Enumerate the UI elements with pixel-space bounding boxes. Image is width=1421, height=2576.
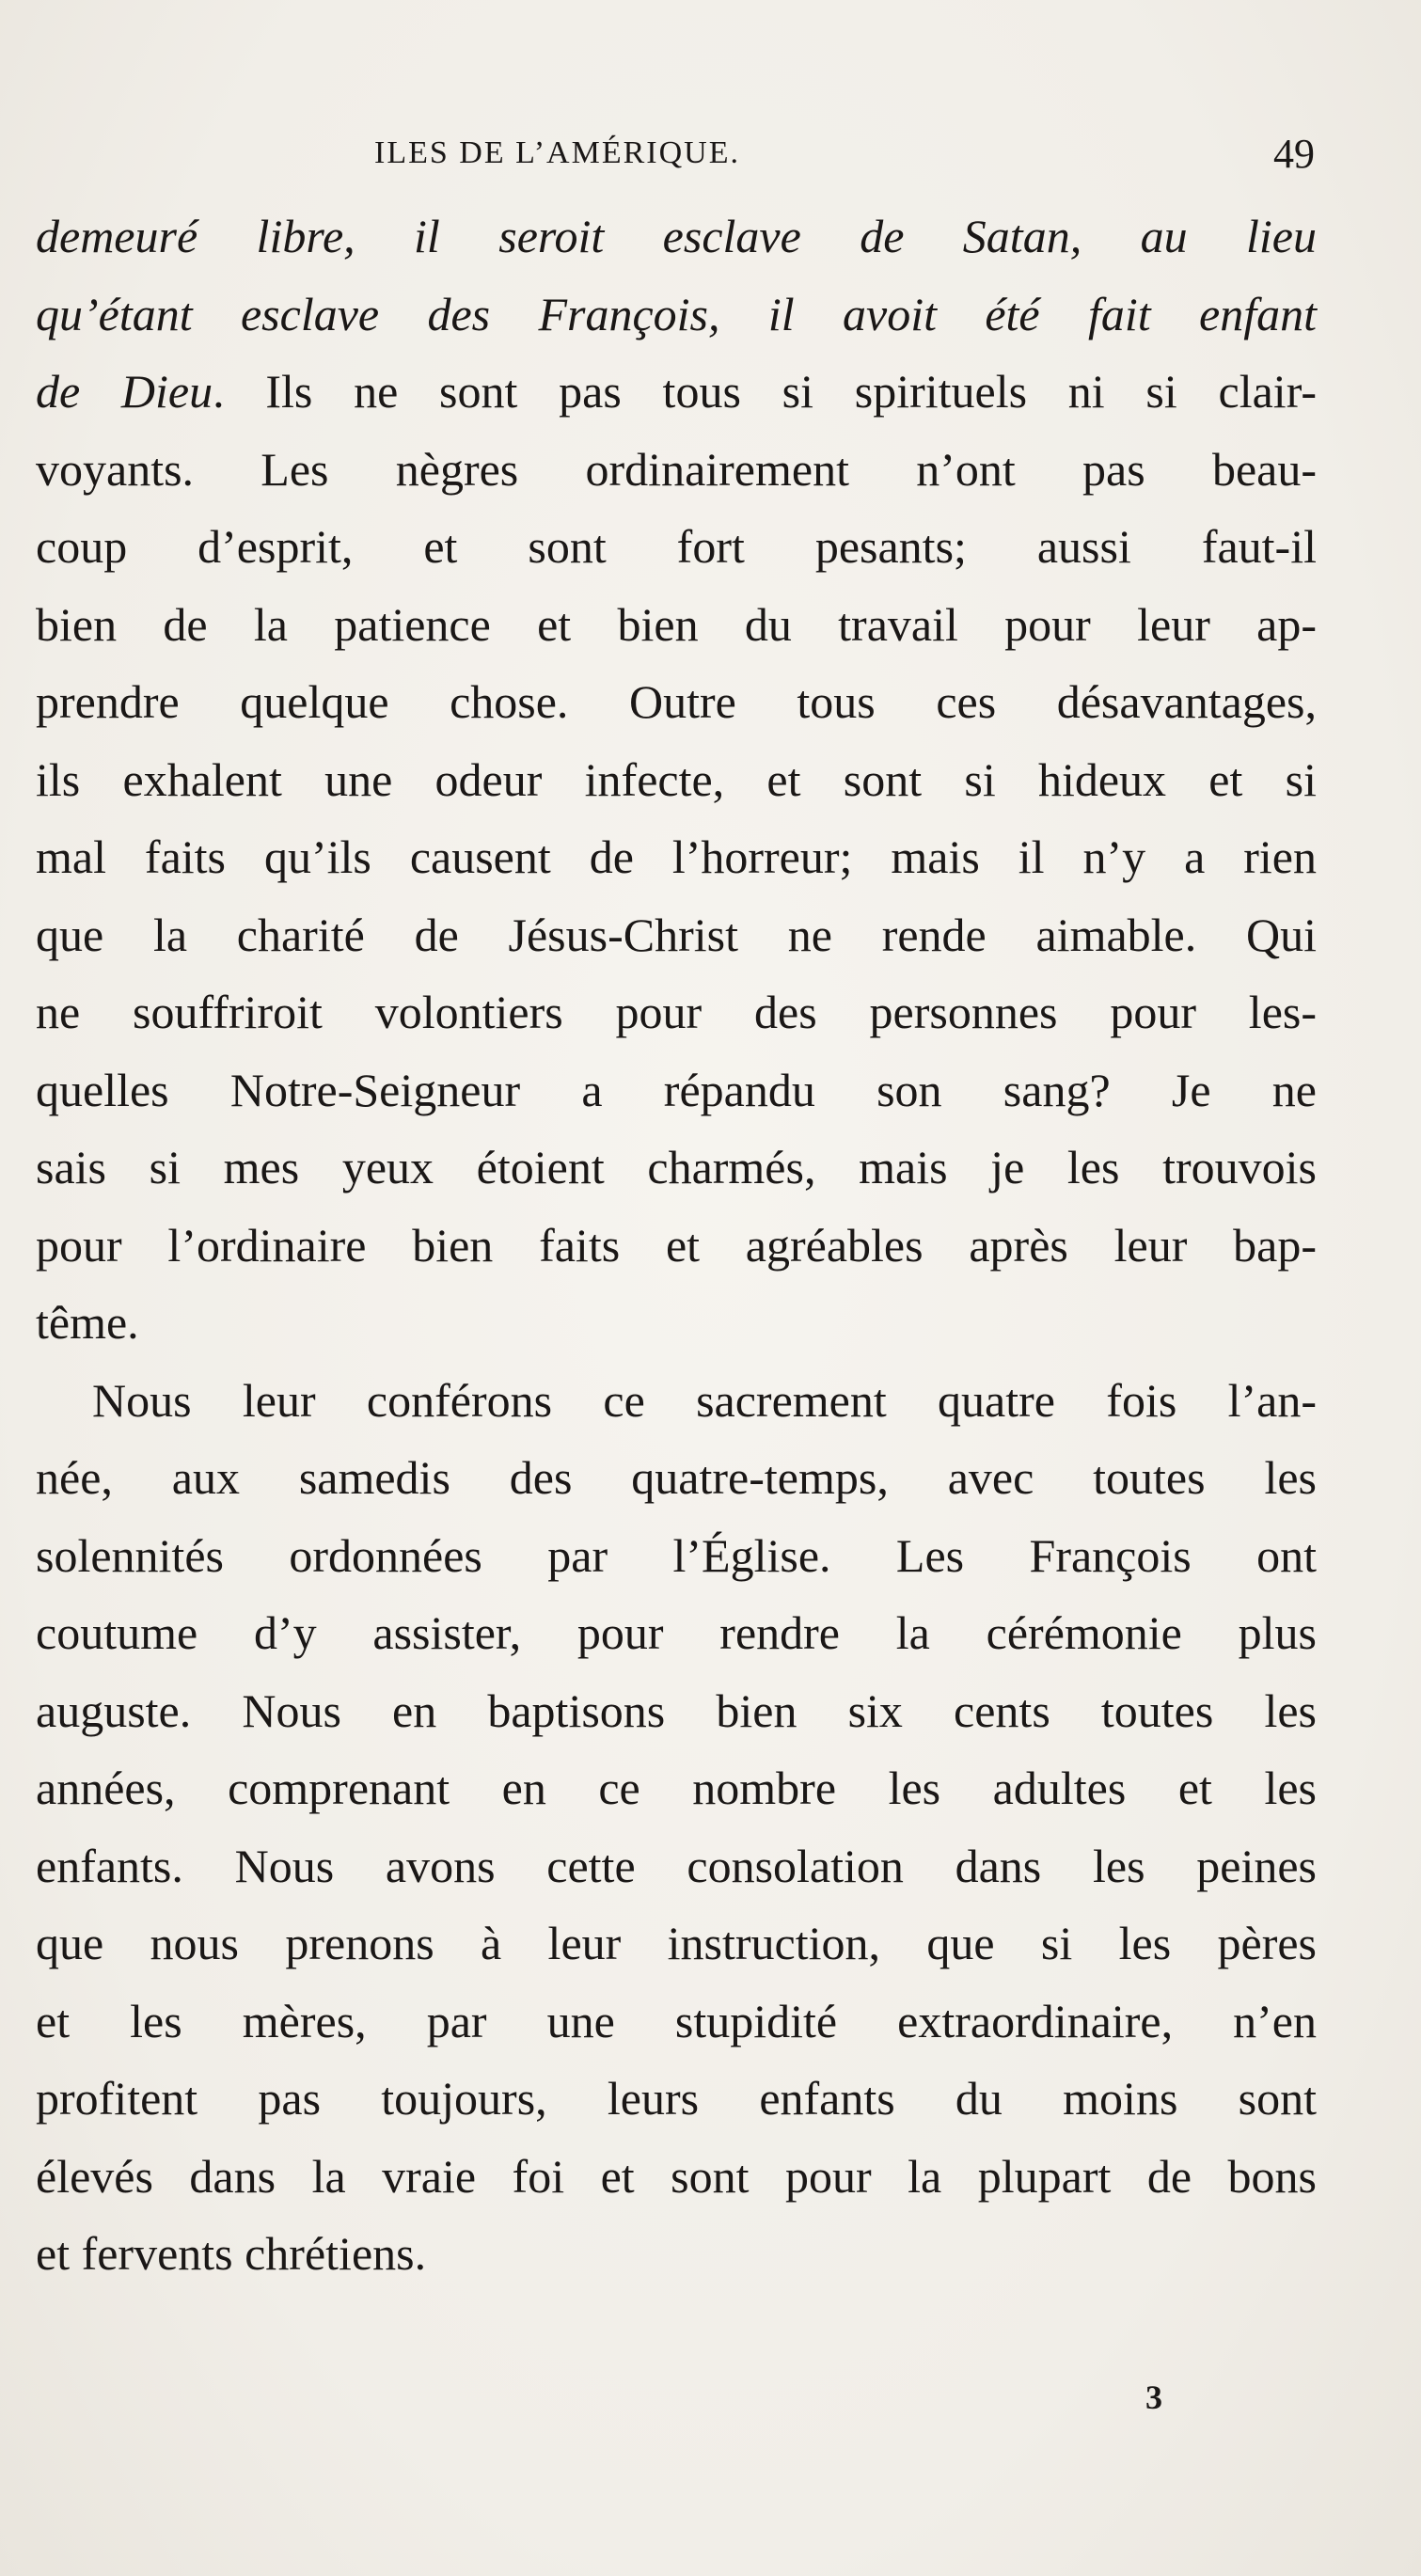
text-run: solennités ordonnées par l’Église. Les François ont xyxy=(36,1528,1317,1582)
text-run: ils exhalent une odeur infecte, et sont si hideux et si xyxy=(36,752,1317,806)
text-line xyxy=(36,1594,1317,1672)
text-line xyxy=(36,431,1317,509)
text-run: tême. xyxy=(36,1296,139,1349)
text-run: et fervents chrétiens. xyxy=(36,2227,427,2280)
text-run: que nous prenons à leur instruction, que si les pères xyxy=(36,1917,1317,1969)
text-line xyxy=(36,1672,1317,1750)
text-line xyxy=(36,1362,1317,1440)
body-text xyxy=(36,198,1317,2293)
text-line xyxy=(36,663,1317,741)
text-line xyxy=(36,2060,1317,2138)
text-run: sais si mes yeux étoient charmés, mais je les trouvois xyxy=(36,1141,1317,1193)
text-run: bien de la patience et bien du travail pour leur ap- xyxy=(36,597,1317,651)
text-run: que la charité de Jésus-Christ ne rende aimable. Qui xyxy=(36,908,1317,961)
text-run: pour l’ordinaire bien faits et agréables après leur bap- xyxy=(36,1218,1317,1272)
text-run: auguste. Nous en baptisons bien six cents toutes les xyxy=(36,1683,1317,1737)
signature-mark: 3 xyxy=(1145,2378,1162,2416)
text-line xyxy=(36,2138,1317,2216)
text-run: ne souffriroit volontiers pour des personnes pour les- xyxy=(36,986,1317,1038)
text-run: élevés dans la vraie foi et sont pour la plupart de bons xyxy=(36,2149,1317,2203)
text-line xyxy=(36,1284,1317,1362)
text-line xyxy=(36,1051,1317,1130)
text-run: mal faits qu’ils causent de l’horreur; mais il n’y a rien xyxy=(36,830,1317,883)
text-line xyxy=(36,741,1317,819)
text-line xyxy=(36,2215,1317,2293)
text-line xyxy=(36,896,1317,974)
italic-text: de Dieu xyxy=(36,365,213,418)
text-run: . Ils ne sont pas tous si spirituels ni si clair- xyxy=(213,365,1317,418)
text-run: profitent pas toujours, leurs enfants du moins sont xyxy=(36,2072,1317,2125)
text-line xyxy=(36,1207,1317,1285)
text-line xyxy=(36,1517,1317,1595)
running-title: ILES DE L’AMÉRIQUE. xyxy=(374,135,740,170)
running-head xyxy=(36,130,1315,186)
text-run: voyants. Les nègres ordinairement n’ont pas beau- xyxy=(36,442,1317,496)
text-line xyxy=(36,1749,1317,1827)
text-run: prendre quelque chose. Outre tous ces désavantages, xyxy=(36,675,1317,728)
text-run: Nous leur conférons ce sacrement quatre fois l’an- xyxy=(92,1373,1317,1427)
text-line xyxy=(36,353,1317,431)
text-run: coutume d’y assister, pour rendre la cérémonie plus xyxy=(36,1606,1317,1659)
text-line xyxy=(36,973,1317,1051)
text-line xyxy=(36,586,1317,664)
text-line xyxy=(36,1904,1317,1983)
text-run: années, comprenant en ce nombre les adultes et les xyxy=(36,1762,1317,1814)
text-line xyxy=(36,1827,1317,1905)
text-run: coup d’esprit, et sont fort pesants; aussi faut-il xyxy=(36,520,1317,573)
text-run: née, aux samedis des quatre-temps, avec toutes les xyxy=(36,1451,1317,1504)
text-line xyxy=(36,1439,1317,1517)
text-line xyxy=(36,818,1317,896)
text-run: quelles Notre-Seigneur a répandu son sang? Je ne xyxy=(36,1063,1317,1116)
page-number: 49 xyxy=(1273,131,1315,177)
italic-text: qu’étant esclave des François, il avoit été fait enfant xyxy=(36,287,1317,340)
text-run: enfants. Nous avons cette consolation dans les peines xyxy=(36,1839,1317,1892)
text-line xyxy=(36,198,1317,276)
italic-text: demeuré libre, il seroit esclave de Satan, au lieu xyxy=(36,210,1317,262)
text-run: et les mères, par une stupidité extraordinaire, n’en xyxy=(36,1994,1317,2047)
text-line xyxy=(36,1129,1317,1207)
text-line xyxy=(36,508,1317,586)
text-line xyxy=(36,1983,1317,2061)
text-line xyxy=(36,276,1317,354)
